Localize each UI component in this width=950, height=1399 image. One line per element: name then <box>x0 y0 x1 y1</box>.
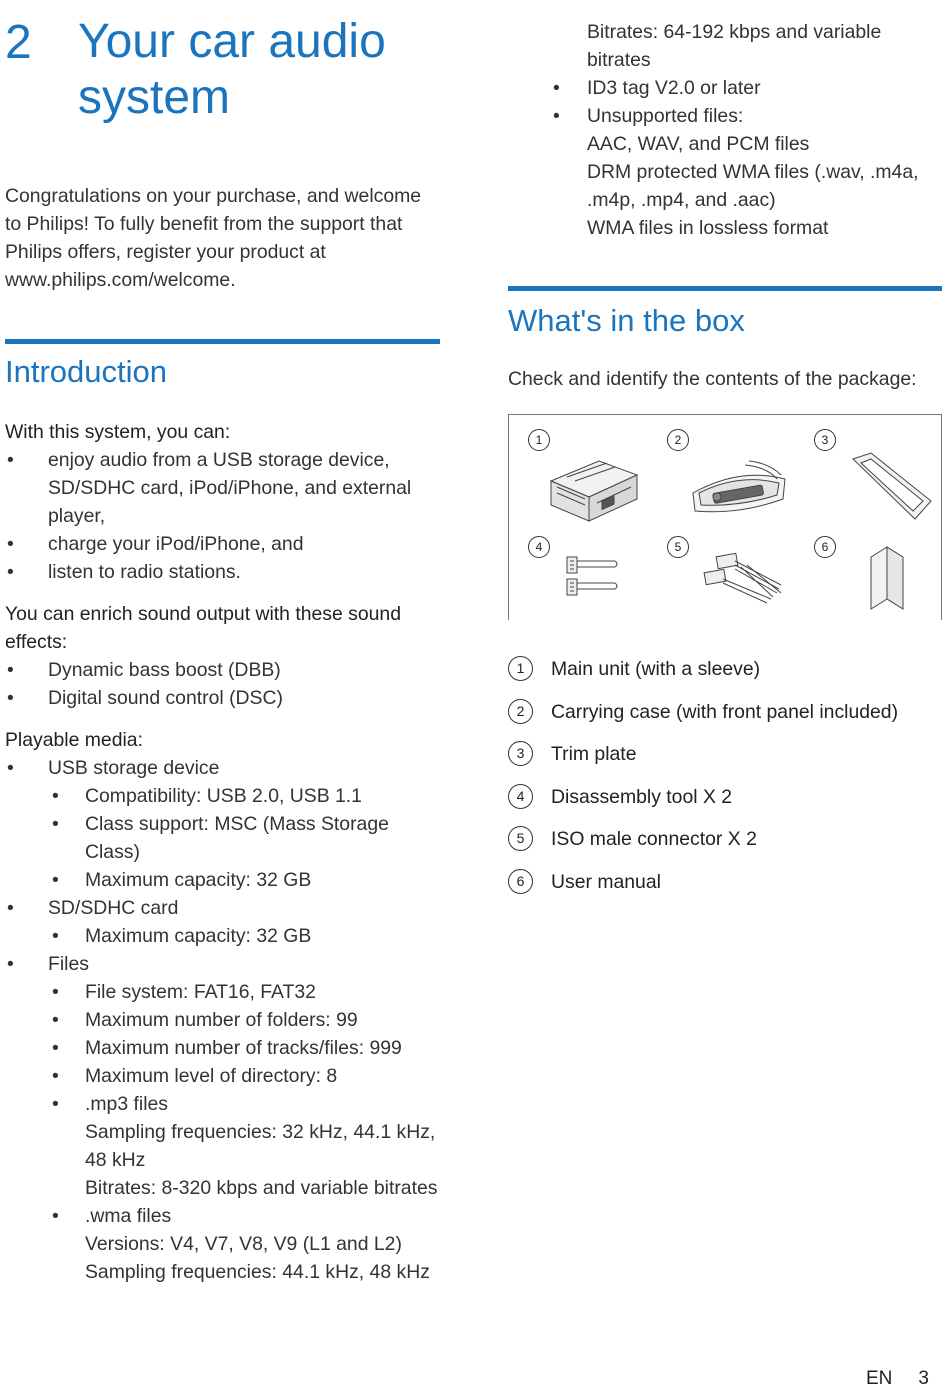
wma-sampling: Sampling frequencies: 44.1 kHz, 48 kHz <box>85 1261 430 1283</box>
list-item: • Maximum number of tracks/files: 999 <box>48 1034 445 1062</box>
chapter-number: 2 <box>5 16 32 69</box>
unsupported-line: DRM protected WMA files (.wav, .m4a, .m4p, .mp4, and .aac) <box>587 161 919 211</box>
media-continued <box>508 18 944 242</box>
item-label: Main unit (with a sleeve) <box>551 658 761 680</box>
list-item <box>508 655 948 698</box>
figure-number-3: 3 <box>814 429 836 451</box>
trim-plate-icon <box>849 451 935 523</box>
iso-connector-icon <box>701 551 791 607</box>
list-item: • Maximum level of directory: 8 <box>48 1062 445 1090</box>
item-number: 1 <box>508 656 533 681</box>
sd-sublist <box>48 922 445 950</box>
features-lead: With this system, you can: <box>5 421 231 443</box>
user-manual-icon <box>867 545 907 611</box>
list-item-id3: • ID3 tag V2.0 or later <box>508 74 944 102</box>
whats-in-box-heading <box>508 286 942 339</box>
item-label: Carrying case (with front panel included) <box>551 700 899 723</box>
figure-number-2: 2 <box>667 429 689 451</box>
effects-list <box>5 656 445 712</box>
effects-lead: You can enrich sound output with these sound effects: <box>5 603 402 653</box>
disassembly-tool-icon <box>561 553 621 603</box>
list-item-sd <box>5 894 445 950</box>
box-contents-list <box>508 655 948 911</box>
list-item <box>508 783 948 826</box>
list-item <box>508 868 948 911</box>
chapter-title: Your car audio system <box>78 15 386 124</box>
list-item: • Digital sound control (DSC) <box>5 684 445 712</box>
page-footer <box>866 1367 929 1391</box>
list-item: • Maximum number of folders: 99 <box>48 1006 445 1034</box>
item-number: 2 <box>508 699 533 724</box>
mp3-sampling: Sampling frequencies: 32 kHz, 44.1 kHz, 48 kHz <box>85 1121 436 1171</box>
media-lead: Playable media: <box>5 729 143 751</box>
section-title-introduction: Introduction <box>5 354 167 389</box>
list-item: • Maximum capacity: 32 GB <box>48 922 445 950</box>
list-item-wma <box>48 1202 445 1286</box>
wma-bitrates: Bitrates: 64-192 kbps and variable bitrates <box>587 21 882 71</box>
item-label: User manual <box>551 870 661 893</box>
list-item: • File system: FAT16, FAT32 <box>48 978 445 1006</box>
list-item: • listen to radio stations. <box>5 558 445 586</box>
list-item-files <box>5 950 445 1286</box>
files-sublist <box>48 978 445 1286</box>
introduction-body <box>5 418 445 1286</box>
list-item: • Dynamic bass boost (DBB) <box>5 656 445 684</box>
usb-sublist <box>48 782 445 894</box>
figure-number-1: 1 <box>528 429 550 451</box>
features-list <box>5 446 445 586</box>
box-intro: Check and identify the contents of the package: <box>508 368 917 390</box>
item-number: 4 <box>508 784 533 809</box>
unsupported-label: • Unsupported files: <box>587 105 744 127</box>
mp3-bitrates: Bitrates: 8-320 kbps and variable bitrates <box>85 1177 438 1199</box>
package-contents-figure <box>508 414 942 620</box>
list-item: • Class support: MSC (Mass Storage Class) <box>48 810 445 866</box>
media-list <box>5 754 445 1286</box>
section-rule <box>508 286 942 291</box>
files-label: Files <box>48 953 89 975</box>
figure-number-5: 5 <box>667 536 689 558</box>
carrying-case-icon <box>689 453 789 523</box>
list-item: • Maximum capacity: 32 GB <box>48 866 445 894</box>
footer-language: EN <box>866 1368 893 1389</box>
wma-versions: Versions: V4, V7, V8, V9 (L1 and L2) <box>85 1233 402 1255</box>
chapter-heading <box>5 0 440 150</box>
item-label: Trim plate <box>551 743 637 766</box>
welcome-paragraph: Congratulations on your purchase, and welcome to Philips! To fully benefit from the support that Philips offers, register your product at www.philips.com/welcome. <box>5 185 422 291</box>
list-item <box>508 698 948 741</box>
figure-number-4: 4 <box>528 536 550 558</box>
item-number: 5 <box>508 826 533 851</box>
sd-label: SD/SDHC card <box>48 897 179 919</box>
main-unit-icon <box>547 453 639 523</box>
page-number: 3 <box>918 1368 929 1389</box>
list-item-unsupported <box>508 102 944 242</box>
figure-number-6: 6 <box>814 536 836 558</box>
section-rule <box>5 339 440 344</box>
list-item: • enjoy audio from a USB storage device, SD/SDHC card, iPod/iPhone, and external player, <box>5 446 445 530</box>
item-number: 6 <box>508 869 533 894</box>
introduction-heading <box>5 339 440 390</box>
list-item-usb <box>5 754 445 894</box>
wma-label: • .wma files <box>85 1205 172 1227</box>
usb-label: USB storage device <box>48 757 220 779</box>
section-title-whats-in-box: What's in the box <box>508 303 745 338</box>
unsupported-line: WMA files in lossless format <box>587 217 829 239</box>
list-item <box>508 740 948 783</box>
media-list-continued <box>508 74 944 242</box>
unsupported-line: AAC, WAV, and PCM files <box>587 133 810 155</box>
left-column <box>5 0 440 1283</box>
list-item <box>508 825 948 868</box>
item-number: 3 <box>508 741 533 766</box>
list-item-mp3 <box>48 1090 445 1202</box>
list-item: • Compatibility: USB 2.0, USB 1.1 <box>48 782 445 810</box>
list-item: • charge your iPod/iPhone, and <box>5 530 445 558</box>
item-label: Disassembly tool X 2 <box>551 785 733 808</box>
mp3-label: • .mp3 files <box>85 1093 168 1115</box>
item-label: ISO male connector X 2 <box>551 828 757 851</box>
